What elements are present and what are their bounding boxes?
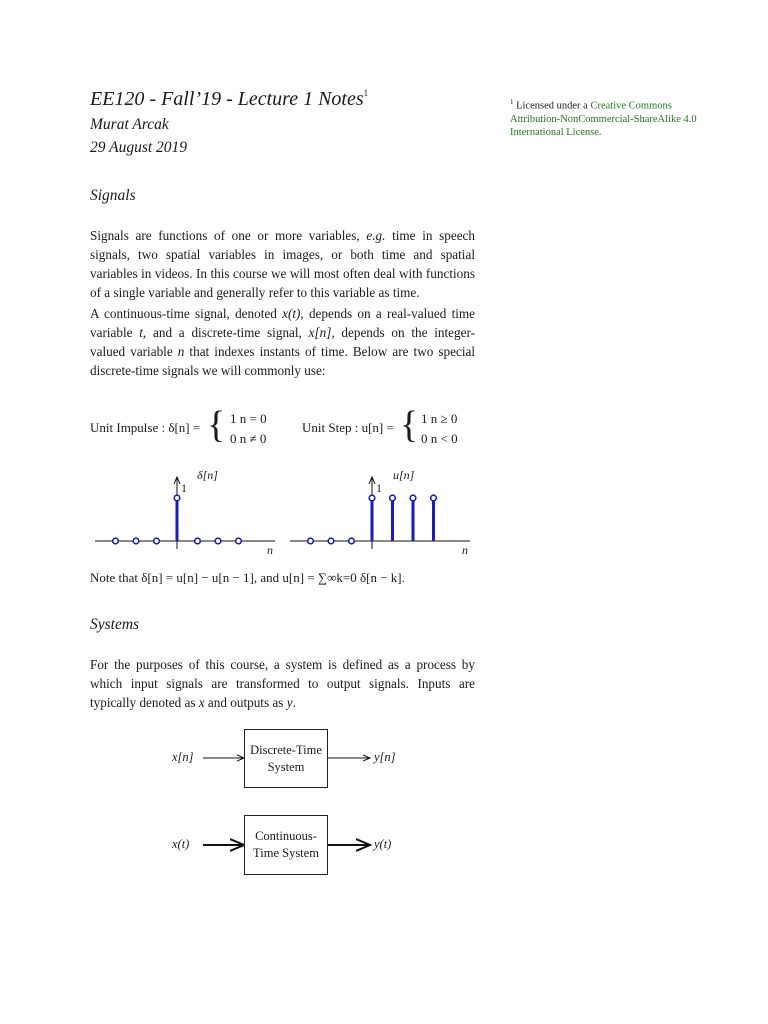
impulse-point-0: [113, 538, 119, 544]
step-tick-label: 1: [376, 481, 382, 495]
discrete-time-system-box: Discrete-Time System: [244, 729, 328, 788]
impulse-case-1: 1 n = 0: [230, 411, 267, 426]
step-point-2: [349, 538, 355, 544]
ct-output-label: y(t): [374, 837, 392, 851]
step-case-1: 1 n ≥ 0: [421, 411, 458, 426]
impulse-point-6: [236, 538, 242, 544]
footnote-mark: 1: [363, 88, 369, 98]
signals-paragraph-1: Signals are functions of one or more variables, e.g. time in speech signals, two spatial variables in images, or both time and spatial variables in videos. In this course we will most often deal with functions of a single variable and generally refer to this variable as time.: [90, 228, 476, 300]
impulse-case-2: 0 n ≠ 0: [230, 431, 267, 446]
step-point-1: [328, 538, 334, 544]
dt-output-label: y[n]: [374, 750, 396, 764]
impulse-point-5: [215, 538, 221, 544]
step-point-5: [410, 495, 416, 501]
impulse-brace: {: [207, 404, 226, 446]
dt-input-label: x[n]: [172, 750, 194, 764]
impulse-point-4: [195, 538, 201, 544]
systems-heading: Systems: [90, 616, 140, 633]
impulse-point-1: [133, 538, 139, 544]
continuous-time-system-box: Continuous- Time System: [244, 815, 328, 875]
step-xlabel: n: [462, 543, 468, 557]
impulse-point-3: [174, 495, 180, 501]
impulse-point-2: [154, 538, 160, 544]
page-title: EE120 - Fall’19 - Lecture 1 Notes$^1$: [90, 88, 369, 110]
step-point-0: [308, 538, 314, 544]
step-point-6: [431, 495, 437, 501]
signals-paragraph-2: A continuous-time signal, denoted x(t), depends on a real-valued time variable t, and a discrete-time signal, x[n], depends on the integer-valued variable n that indexes instants of time. Below are two special discrete-time signals we will commonly use:: [90, 306, 476, 378]
author: Murat Arcak: [90, 116, 169, 133]
unit-impulse-label: Unit Impulse : δ[n] =: [90, 420, 201, 435]
signals-heading: Signals: [90, 187, 136, 204]
step-brace: {: [400, 404, 419, 446]
impulse-ylabel: δ[n]: [197, 468, 218, 482]
date: 29 August 2019: [90, 139, 188, 156]
step-ylabel: u[n]: [393, 468, 415, 482]
step-point-4: [390, 495, 396, 501]
impulse-xlabel: n: [267, 543, 273, 557]
unit-step-label: Unit Step : u[n] =: [302, 420, 394, 435]
step-point-3: [369, 495, 375, 501]
systems-paragraph: For the purposes of this course, a system is defined as a process by which input signals are transformed to output signals. Inputs are typically denoted as x and outputs as y.: [90, 657, 475, 710]
sidenote: $^1$ Licensed under a Creative Commons Attribution-NonCommercial-ShareAlike 4.0 International License.: [510, 98, 697, 138]
impulse-tick-label: 1: [181, 481, 187, 495]
ct-input-label: x(t): [172, 837, 190, 851]
step-case-2: 0 n < 0: [421, 431, 458, 446]
identity-note: Note that δ[n] = u[n] − u[n − 1], and u[n] = ∑∞k=0 δ[n − k].: [90, 570, 405, 585]
license-link[interactable]: Creative Commons Attribution-NonCommercial-ShareAlike 4.0 International License.: [510, 100, 697, 138]
